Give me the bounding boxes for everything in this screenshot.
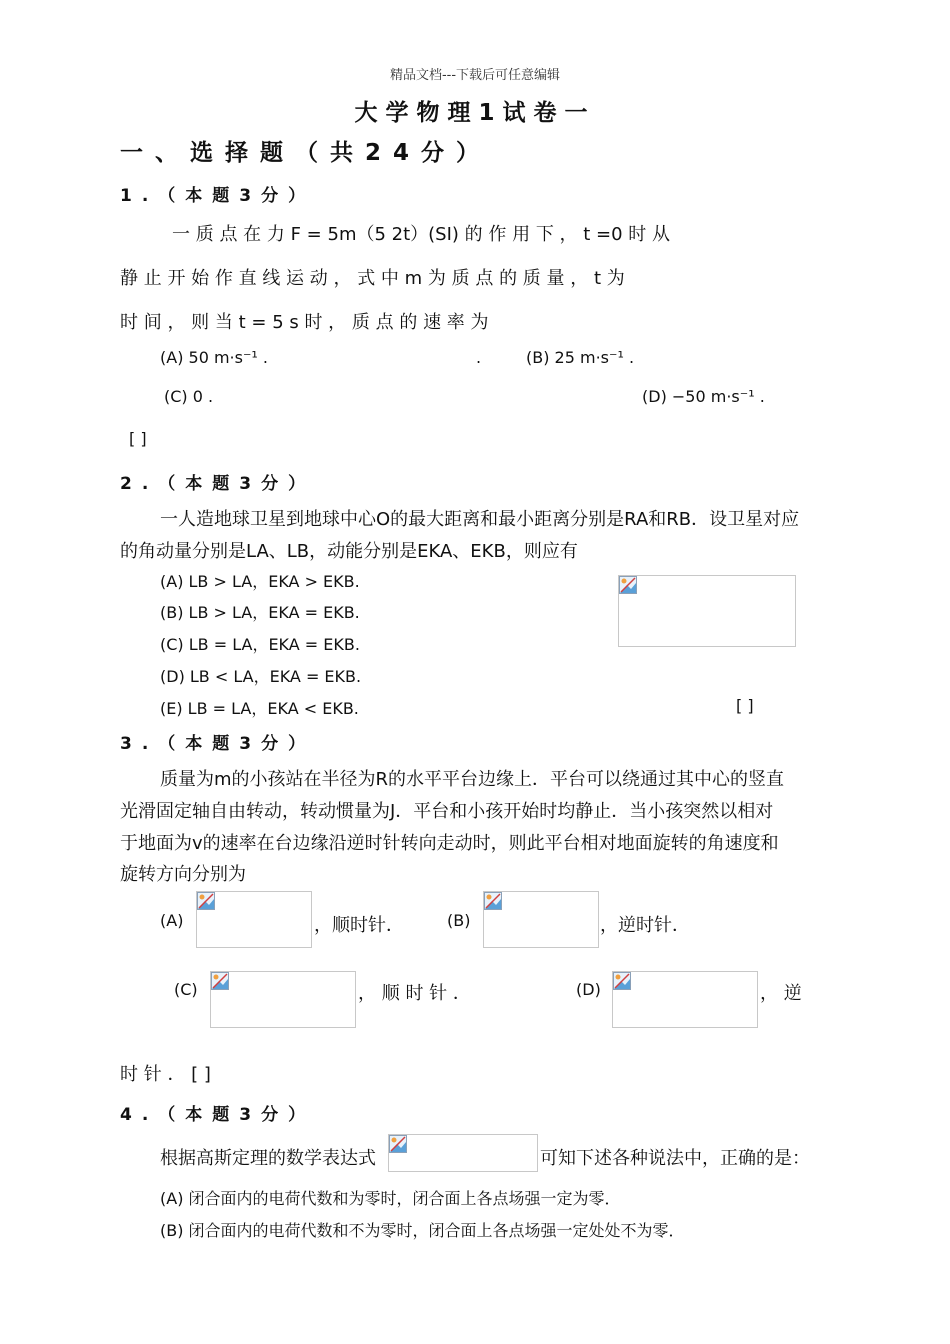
- question-1-option-d: (D) −50 m·s⁻¹ .: [642, 387, 765, 406]
- question-2-option-e: (E) LB = LA，EKA < EKB.: [160, 699, 359, 718]
- question-1-line-1: 一 质 点 在 力 F = 5m（5 2t）(SI) 的 作 用 下 ， t =0 时 从: [172, 224, 671, 245]
- question-3-option-d-text: ， 逆: [760, 983, 802, 1004]
- question-3-option-c-text: ， 顺 时 针 ．: [358, 983, 471, 1004]
- question-3-heading: 3.（本题3分）: [120, 734, 316, 754]
- question-3-line-3: 于地面为v的速率在台边缘沿逆时针转向走动时，则此平台相对地面旋转的角速度和: [120, 833, 779, 854]
- option-b-formula-image: [483, 891, 599, 948]
- option-d-formula-image: [612, 971, 758, 1028]
- question-1-option-b: (B) 25 m·s⁻¹ .: [526, 348, 635, 367]
- option-c-formula-image: [210, 971, 356, 1028]
- broken-image-icon: [389, 1135, 407, 1153]
- question-2-heading: 2.（本题3分）: [120, 474, 316, 494]
- question-2-line-2: 的角动量分别是LA、LB，动能分别是EKA、EKB，则应有: [120, 541, 578, 562]
- question-2-option-c: (C) LB = LA，EKA = EKB.: [160, 635, 360, 654]
- question-2-option-b: (B) LB > LA，EKA = EKB.: [160, 603, 360, 622]
- question-1-option-c: (C) 0 .: [164, 387, 214, 406]
- question-4-heading: 4.（本题3分）: [120, 1105, 316, 1125]
- question-3-option-c-label: (C): [174, 980, 198, 999]
- question-1-option-a: (A) 50 m·s⁻¹ .: [160, 348, 268, 367]
- question-3-tail: 时 针 ． [ ]: [120, 1064, 211, 1085]
- question-2-line-1: 一人造地球卫星到地球中心O的最大距离和最小距离分别是RA和RB．设卫星对应: [160, 509, 800, 530]
- question-4-line-1-post: 可知下述各种说法中，正确的是：: [540, 1148, 810, 1169]
- question-3-option-b-label: (B): [447, 911, 471, 930]
- question-3-option-b-text: ，逆时针．: [600, 915, 690, 936]
- broken-image-icon: [197, 892, 215, 910]
- option-a-formula-image: [196, 891, 312, 948]
- section-heading: 一、选择题（共24分）: [120, 140, 492, 166]
- header-note: 精品文档---下载后可任意编辑: [389, 68, 561, 83]
- question-3-option-a-text: ，顺时针．: [314, 915, 404, 936]
- question-4-line-1-pre: 根据高斯定理的数学表达式: [160, 1148, 376, 1169]
- question-3-line-1: 质量为m的小孩站在半径为R的水平平台边缘上．平台可以绕通过其中心的竖直: [160, 769, 785, 790]
- question-1-line-3: 时 间 ， 则 当 t = 5 s 时 ， 质 点 的 速 率 为: [120, 312, 489, 333]
- question-3-option-a-label: (A): [160, 911, 184, 930]
- question-2-option-a: (A) LB > LA，EKA > EKB.: [160, 572, 360, 591]
- broken-image-figure: [618, 575, 796, 647]
- question-1-dot: .: [476, 348, 482, 367]
- question-1-line-2: 静 止 开 始 作 直 线 运 动 ， 式 中 m 为 质 点 的 质 量 ， t 为: [120, 268, 625, 289]
- question-4-option-a: (A) 闭合面内的电荷代数和为零时，闭合面上各点场强一定为零．: [160, 1189, 621, 1208]
- broken-image-icon: [613, 972, 631, 990]
- question-3-line-4: 旋转方向分别为: [120, 864, 246, 885]
- broken-image-icon: [211, 972, 229, 990]
- page-title: 大学物理1试卷一: [354, 100, 596, 126]
- question-1-answer-bracket: [ ]: [129, 429, 147, 448]
- broken-image-icon: [484, 892, 502, 910]
- question-2-option-d: (D) LB < LA，EKA = EKB.: [160, 667, 362, 686]
- question-2-answer-bracket: [ ]: [736, 696, 754, 715]
- question-3-line-2: 光滑固定轴自由转动，转动惯量为J．平台和小孩开始时均静止．当小孩突然以相对: [120, 801, 774, 822]
- question-3-option-d-label: (D): [576, 980, 601, 999]
- question-4-option-b: (B) 闭合面内的电荷代数和不为零时，闭合面上各点场强一定处处不为零．: [160, 1221, 685, 1240]
- gauss-law-formula-image: [388, 1134, 538, 1172]
- question-1-heading: 1.（本题3分）: [120, 186, 316, 206]
- broken-image-icon: [619, 576, 637, 594]
